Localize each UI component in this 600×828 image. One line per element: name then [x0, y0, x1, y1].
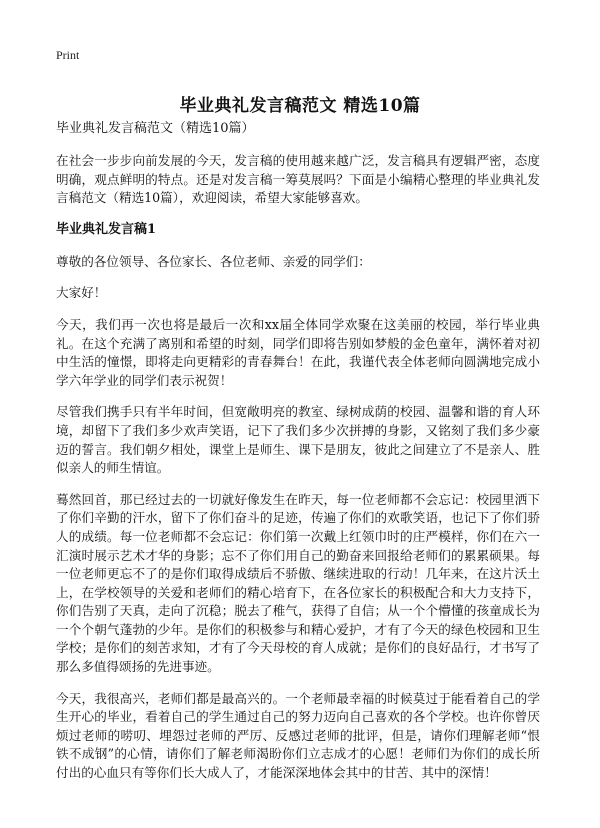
- section-heading: 毕业典礼发言稿1: [56, 221, 157, 237]
- body-paragraph: 蓦然回首，那已经过去的一切就好像发生在昨天，每一位老师都不会忘记：校园里洒下了你们辛勤的汗水，留下了你们奋斗的足迹，传遍了你们的欢歌笑语，也记下了你们骄人的成绩。每一位老师都不会忘记：你们第一次戴上红领巾时的庄严模样，你们在六一汇演时展示艺术才华的身影；忘不了你们用自己的勤奋来回报给老师们的累累硕果。每一位老师更忘不了的是你们取得成绩后不骄傲、继续进取的行动！几年来，在这片沃土上，在学校领导的关爱和老师们的精心培育下，在各位家长的积极配合和大力支持下，你们告别了天真，走向了沉稳；脱去了稚气，获得了自信；从一个个懵懂的孩童成长为一个个朝气蓬勃的少年。是你们的积极参与和精心爱护，才有了今天的绿色校园和卫生学校；是你们的刻苦求知，才有了今天母校的育人成就；是你们的良好品行，才书写了那么多值得颂扬的先进事迹。: [56, 491, 540, 675]
- body-paragraph: 今天，我们再一次也将是最后一次和xx届全体同学欢聚在这美丽的校园，举行毕业典礼。在这个充满了离别和希望的时刻，同学们即将告别如梦般的金色童年，满怀着对初中生活的憧憬，即将走向更精彩的青春舞台！在此，我谨代表全体老师向圆满地完成小学六年学业的同学们表示祝贺！: [56, 316, 540, 388]
- page-title: 毕业典礼发言稿范文 精选10篇: [179, 96, 421, 117]
- document-body: [56, 120, 540, 796]
- greeting-paragraph: 大家好！: [56, 285, 107, 301]
- document-subtitle: 毕业典礼发言稿范文（精选10篇）: [56, 121, 255, 136]
- body-paragraph: 尽管我们携手只有半年时间，但宽敞明亮的教室、绿树成荫的校园、温馨和谐的育人环境，却留下了我们多少欢声笑语，记下了我们多少次拼搏的身影，又铭刻了我们多少豪迈的誓言。我们朝夕相处，课堂上是师生、课下是朋友，彼此之间建立了不是亲人、胜似亲人的师生情谊。: [56, 404, 540, 476]
- intro-paragraph: 在社会一步步向前发展的今天，发言稿的使用越来越广泛，发言稿具有逻辑严密，态度明确，观点鲜明的特点。还是对发言稿一筹莫展吗？下面是小编精心整理的毕业典礼发言稿范文（精选10篇），欢迎阅读，希望大家能够喜欢。: [56, 153, 540, 206]
- body-paragraph: 今天，我很高兴，老师们都是最高兴的。一个老师最幸福的时候莫过于能看着自己的学生开心的毕业，看着自己的学生通过自己的努力迈向自己喜欢的各个学校。也许你曾厌烦过老师的唠叨、埋怨过老师的严厉、反感过老师的批评，但是，请你们理解老师“恨铁不成钢”的心情，请你们了解老师渴盼你们立志成才的心愿！老师们为你们的成长所付出的心血只有等你们长大成人了，才能深深地体会其中的甘苦、其中的深情！: [56, 690, 540, 781]
- salutation-paragraph: 尊敬的各位领导、各位家长、各位老师、亲爱的同学们：: [56, 253, 371, 269]
- print-link[interactable]: Print: [56, 48, 80, 62]
